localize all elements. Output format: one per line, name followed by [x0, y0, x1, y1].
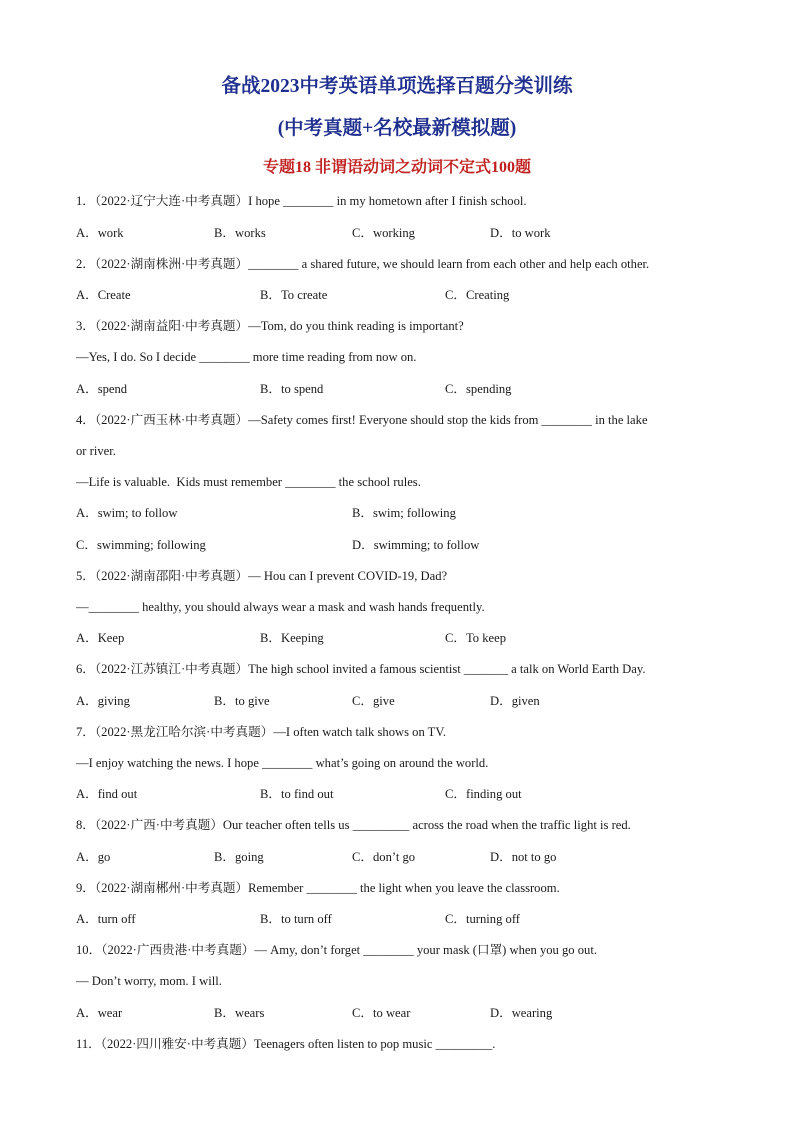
question-5: 5．（2022·湖南邵阳·中考真题）— Hou can I prevent COVID-19, Dad? [76, 569, 448, 583]
option-9b[interactable]: B．to turn off [260, 912, 332, 926]
question-4-line3: —Life is valuable. Kids must remember ________ the school rules. [76, 475, 421, 489]
option-1c[interactable]: C．working [352, 226, 415, 240]
option-10c[interactable]: C．to wear [352, 1006, 411, 1020]
option-9a[interactable]: A．turn off [76, 912, 136, 926]
option-6c[interactable]: C．give [352, 694, 395, 708]
option-2a[interactable]: A．Create [76, 288, 131, 302]
question-3: 3．（2022·湖南益阳·中考真题）—Tom, do you think reading is important? [76, 319, 464, 333]
question-7: 7．（2022·黑龙江哈尔滨·中考真题）—I often watch talk shows on TV. [76, 725, 446, 739]
page-title: 备战2023中考英语单项选择百题分类训练 [221, 76, 573, 97]
option-1b[interactable]: B．works [214, 226, 266, 240]
page-subtitle: (中考真题+名校最新模拟题) [277, 118, 517, 139]
question-4: 4．（2022·广西玉林·中考真题）—Safety comes first! Everyone should stop the kids from ________ in the lake [76, 413, 648, 427]
option-6b[interactable]: B．to give [214, 694, 270, 708]
option-2c[interactable]: C．Creating [445, 288, 510, 302]
option-4c[interactable]: C．swimming; following [76, 538, 206, 552]
option-10a[interactable]: A．wear [76, 1006, 123, 1020]
option-6d[interactable]: D．given [490, 694, 540, 708]
option-8c[interactable]: C．don’t go [352, 850, 416, 864]
option-4d[interactable]: D．swimming; to follow [352, 538, 480, 552]
option-10d[interactable]: D．wearing [490, 1006, 553, 1020]
question-1: 1．（2022·辽宁大连·中考真题）I hope ________ in my hometown after I finish school. [76, 194, 527, 208]
option-8d[interactable]: D．not to go [490, 850, 557, 864]
question-3-line2: —Yes, I do. So I decide ________ more time reading from now on. [76, 350, 417, 364]
option-1a[interactable]: A．work [76, 226, 124, 240]
question-10-line2: — Don’t worry, mom. I will. [76, 974, 222, 988]
question-9: 9．（2022·湖南郴州·中考真题）Remember ________ the light when you leave the classroom. [76, 881, 560, 895]
option-4b[interactable]: B．swim; following [352, 506, 456, 520]
option-1d[interactable]: D．to work [490, 226, 551, 240]
option-6a[interactable]: A．giving [76, 694, 130, 708]
option-5c[interactable]: C．To keep [445, 631, 507, 645]
topic-heading: 专题18 非谓语动词之动词不定式100题 [262, 159, 531, 176]
question-8: 8．（2022·广西·中考真题）Our teacher often tells us _________ across the road when the traffic light is red. [76, 818, 631, 832]
option-8b[interactable]: B．going [214, 850, 264, 864]
option-3a[interactable]: A．spend [76, 382, 128, 396]
question-5-line2: —________ healthy, you should always wear a mask and wash hands frequently. [76, 600, 485, 614]
option-3b[interactable]: B．to spend [260, 382, 324, 396]
option-5a[interactable]: A．Keep [76, 631, 125, 645]
question-4-line2: or river. [76, 444, 116, 458]
question-7-line2: —I enjoy watching the news. I hope ________ what’s going on around the world. [76, 756, 489, 770]
option-2b[interactable]: B．To create [260, 288, 328, 302]
question-10: 10．（2022·广西贵港·中考真题）— Amy, don’t forget ________ your mask (口罩) when you go out. [76, 943, 597, 957]
option-3c[interactable]: C．spending [445, 382, 512, 396]
option-7c[interactable]: C．finding out [445, 787, 522, 801]
option-8a[interactable]: A．go [76, 850, 111, 864]
option-7b[interactable]: B．to find out [260, 787, 334, 801]
option-5b[interactable]: B．Keeping [260, 631, 324, 645]
option-9c[interactable]: C．turning off [445, 912, 520, 926]
question-2: 2．（2022·湖南株洲·中考真题）________ a shared future, we should learn from each other and help each other. [76, 257, 650, 271]
option-4a[interactable]: A．swim; to follow [76, 506, 178, 520]
question-6: 6．（2022·江苏镇江·中考真题）The high school invited a famous scientist _______ a talk on World Earth Day. [76, 662, 646, 676]
question-11: 11．（2022·四川雅安·中考真题）Teenagers often listen to pop music _________. [76, 1037, 496, 1051]
option-7a[interactable]: A．find out [76, 787, 138, 801]
option-10b[interactable]: B．wears [214, 1006, 265, 1020]
